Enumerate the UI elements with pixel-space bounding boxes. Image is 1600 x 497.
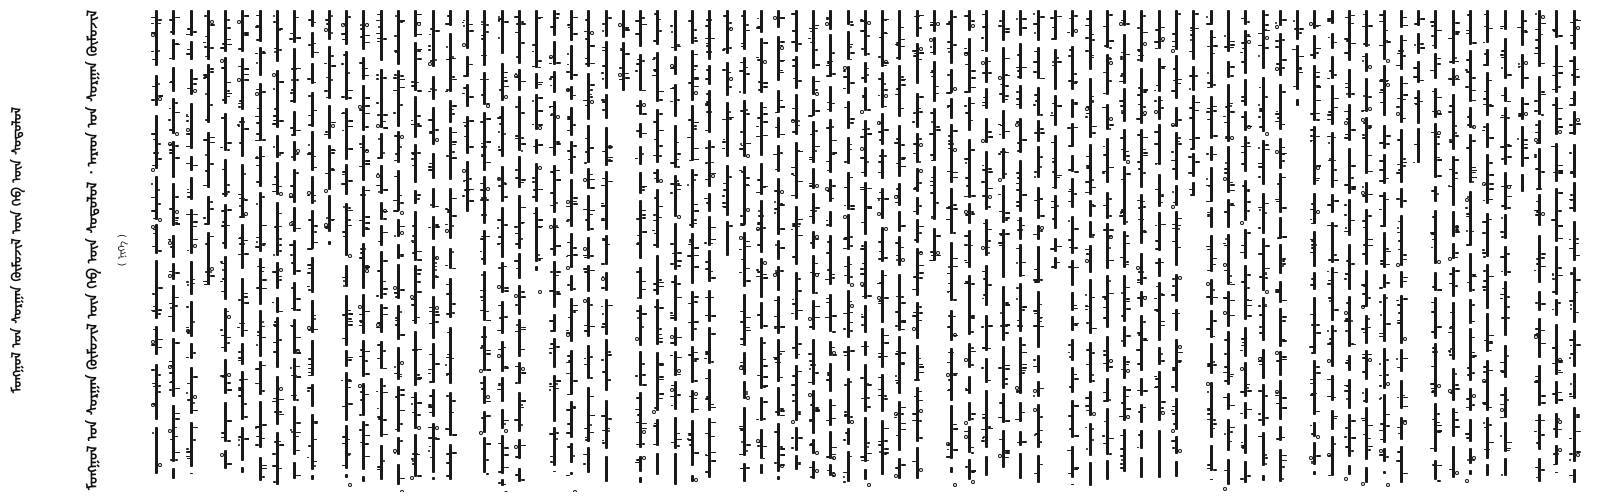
text-column xyxy=(634,8,647,492)
text-column xyxy=(893,8,906,492)
text-column xyxy=(548,8,561,492)
text-column xyxy=(1170,8,1183,492)
text-column xyxy=(842,8,855,492)
text-column xyxy=(790,8,803,492)
text-column xyxy=(928,8,941,492)
text-column xyxy=(617,8,630,492)
text-column xyxy=(271,8,284,492)
text-column xyxy=(1222,8,1235,492)
text-column xyxy=(738,8,751,492)
text-column xyxy=(288,8,301,492)
text-column xyxy=(1118,8,1131,492)
text-column xyxy=(236,8,249,492)
text-column xyxy=(945,8,958,492)
text-column xyxy=(392,8,405,492)
text-column xyxy=(1533,8,1546,492)
text-column xyxy=(150,8,163,492)
text-column xyxy=(185,8,198,492)
text-column xyxy=(409,8,422,492)
text-column xyxy=(651,8,664,492)
text-column xyxy=(202,8,215,492)
running-head-text: ᠮᠣᠩᠭᠣᠯ ᠤᠨ ᠰᠤᠷᠭᠠᠨ ᠬᠦᠮᠦᠵᠢᠯ ᠦᠨ ᠬᠡᠪ ᠦᠨ ᠰᠤᠳᠤᠯᠤᠯ xyxy=(9,106,25,394)
text-column xyxy=(1032,8,1045,492)
text-column xyxy=(1205,8,1218,492)
text-column xyxy=(1326,8,1339,492)
text-column xyxy=(686,8,699,492)
text-column xyxy=(1516,8,1529,492)
text-column xyxy=(1429,8,1442,492)
text-column xyxy=(1360,8,1373,492)
text-column xyxy=(1239,8,1252,492)
text-column xyxy=(703,8,716,492)
text-column xyxy=(530,8,543,492)
text-column xyxy=(427,8,440,492)
text-column xyxy=(1395,8,1408,492)
text-column xyxy=(755,8,768,492)
text-column xyxy=(444,8,457,492)
text-column xyxy=(1187,8,1200,492)
text-column xyxy=(1014,8,1027,492)
text-column xyxy=(1343,8,1356,492)
text-column xyxy=(1447,8,1460,492)
text-column xyxy=(876,8,889,492)
text-column xyxy=(565,8,578,492)
running-head xyxy=(6,6,28,494)
text-column xyxy=(1499,8,1512,492)
article-title-text: ᠮᠣᠩᠭᠣᠯ ᠤᠨ ᠰᠤᠷᠭᠠᠨ ᠬᠦᠮᠦᠵᠢᠯ ᠦᠨ ᠬᠡᠪ ᠦᠨ ᠰᠤᠳᠤᠯᠤᠯ ᠂ ᠠᠷᠠᠳ ᠤᠨ ᠰᠤᠷᠭᠠᠨ ᠬᠦᠮᠦᠵᠢᠯ xyxy=(85,10,101,490)
text-column xyxy=(1153,8,1166,492)
text-column xyxy=(963,8,976,492)
text-column xyxy=(513,8,526,492)
text-column xyxy=(375,8,388,492)
text-column xyxy=(669,8,682,492)
text-column xyxy=(859,8,872,492)
text-column xyxy=(997,8,1010,492)
text-column xyxy=(306,8,319,492)
text-column xyxy=(911,8,924,492)
text-column xyxy=(461,8,474,492)
text-column xyxy=(1412,8,1425,492)
body-text xyxy=(150,8,1585,492)
text-column xyxy=(357,8,370,492)
text-column xyxy=(1481,8,1494,492)
text-column xyxy=(980,8,993,492)
text-column xyxy=(1550,8,1563,492)
article-title xyxy=(80,6,106,494)
text-column xyxy=(824,8,837,492)
text-column xyxy=(1378,8,1391,492)
text-column xyxy=(323,8,336,492)
section-number xyxy=(113,6,133,494)
text-column xyxy=(1135,8,1148,492)
text-column xyxy=(1291,8,1304,492)
text-column xyxy=(582,8,595,492)
text-column xyxy=(1274,8,1287,492)
text-column xyxy=(1084,8,1097,492)
text-column xyxy=(478,8,491,492)
text-column xyxy=(167,8,180,492)
text-column xyxy=(1066,8,1079,492)
text-column xyxy=(600,8,613,492)
text-column xyxy=(807,8,820,492)
text-column xyxy=(772,8,785,492)
text-column xyxy=(1257,8,1270,492)
text-column xyxy=(1308,8,1321,492)
text-column xyxy=(1101,8,1114,492)
section-number-text: ( ᠨᠢᠭᠡ ) xyxy=(117,233,128,267)
text-column xyxy=(219,8,232,492)
text-column xyxy=(1049,8,1062,492)
text-column xyxy=(1568,8,1581,492)
text-column xyxy=(254,8,267,492)
text-column xyxy=(340,8,353,492)
text-column xyxy=(1464,8,1477,492)
text-column xyxy=(721,8,734,492)
text-column xyxy=(496,8,509,492)
